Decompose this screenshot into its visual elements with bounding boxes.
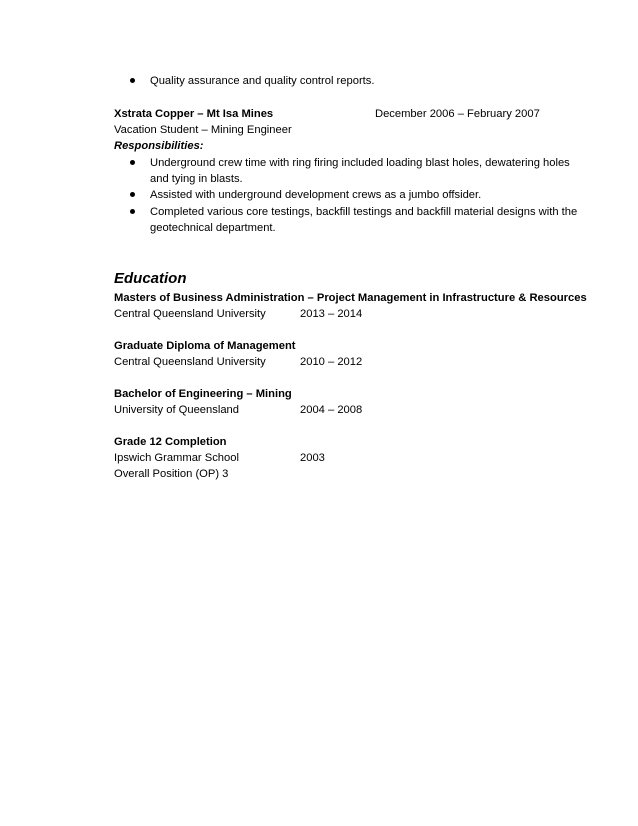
- education-extra: Overall Position (OP) 3: [114, 468, 229, 480]
- education-institution: Ipswich Grammar School: [114, 452, 239, 464]
- education-heading: Education: [114, 270, 187, 287]
- education-institution: Central Queensland University: [114, 308, 266, 320]
- bullet-item: [114, 155, 584, 187]
- job-dates: December 2006 – February 2007: [375, 108, 540, 120]
- bullet-text: Quality assurance and quality control reports.: [150, 75, 375, 87]
- education-years: 2004 – 2008: [300, 404, 363, 416]
- bullet-line: Assisted with underground development crews as a jumbo offsider.: [150, 189, 482, 202]
- bullet-line: geotechnical department.: [150, 221, 276, 234]
- bullet-icon: [130, 160, 135, 165]
- education-degree: Graduate Diploma of Management: [114, 340, 296, 352]
- education-institution: Central Queensland University: [114, 356, 266, 368]
- bullet-icon: [130, 192, 135, 197]
- bullet-icon: [130, 78, 135, 83]
- bullet-line: Underground crew time with ring firing included loading blast holes, dewatering holes: [150, 157, 570, 169]
- education-institution: University of Queensland: [114, 404, 239, 416]
- bullet-icon: [130, 209, 135, 214]
- education-years: 2013 – 2014: [300, 308, 363, 320]
- bullet-item: [114, 204, 584, 236]
- bullet-item: [114, 73, 584, 89]
- education-degree: Bachelor of Engineering – Mining: [114, 388, 292, 400]
- job-employer: Xstrata Copper – Mt Isa Mines: [114, 108, 274, 120]
- responsibilities-list: [114, 155, 584, 236]
- bullet-item: [114, 187, 584, 203]
- education-years: 2003: [300, 452, 325, 464]
- education-years: 2010 – 2012: [300, 356, 363, 368]
- education-degree: Grade 12 Completion: [114, 436, 227, 448]
- previous-bullet-list: [114, 73, 584, 89]
- responsibilities-label: Responsibilities:: [114, 140, 204, 152]
- bullet-line: and tying in blasts.: [150, 173, 243, 186]
- education-degree: Masters of Business Administration – Project Management in Infrastructure & Resources: [114, 292, 587, 304]
- bullet-line: Completed various core testings, backfill testings and backfill material designs with the: [150, 205, 578, 218]
- job-position: Vacation Student – Mining Engineer: [114, 124, 292, 136]
